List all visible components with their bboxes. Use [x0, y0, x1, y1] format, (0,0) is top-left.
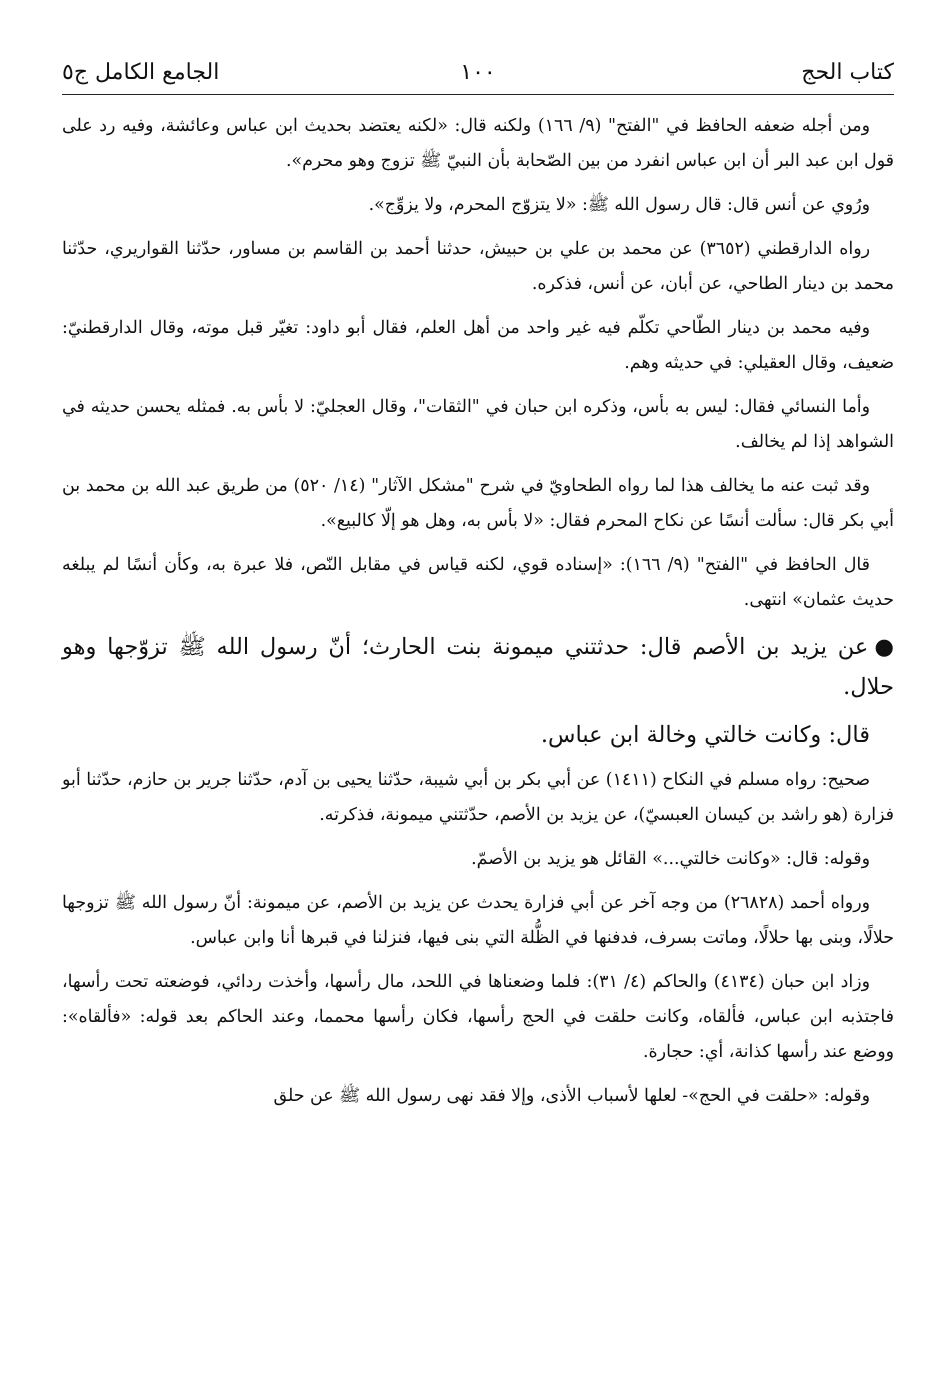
hadith-addition: قال: وكانت خالتي وخالة ابن عباس.: [540, 722, 870, 748]
book-title: كتاب الحج: [801, 60, 894, 85]
hadith-text: [62, 627, 894, 707]
paragraph: وقد ثبت عنه ما يخالف هذا لما رواه الطحاويّ في شرح "مشكل الآثار" (١٤/ ٥٢٠) من طريق عبد الله بن محمد بن أبي بكر قال: سألت أنسًا عن نكاح المحرم فقال: «لا بأس به، وهل هو إلّا كالبيع».: [62, 476, 894, 531]
commentary-paragraph: ورواه أحمد (٢٦٨٢٨) من وجه آخر عن أبي فزارة يحدث عن يزيد بن الأصم، عن ميمونة: أنّ رسول الله ﷺ تزوجها حلالًا، وبنى بها حلالًا، وماتت بسرف، فدفنها في الظُّلة التي بنى فيها، فنزلنا في قبرها أنا وابن عباس.: [62, 893, 894, 948]
paragraph: قال الحافظ في "الفتح" (٩/ ١٦٦): «إسناده قوي، لكنه قياس في مقابل النّص، فلا عبرة به، وكأن أنسًا لم يبلغه حديث عثمان» انتهى.: [62, 555, 894, 610]
paragraph: وأما النسائي فقال: ليس به بأس، وذكره ابن حبان في "الثقات"، وقال العجليّ: لا بأس به. فمثله يحسن حديثه في الشواهد إذا لم يخالف.: [62, 397, 894, 452]
paragraph: وفيه محمد بن دينار الطّاحي تكلّم فيه غير واحد من أهل العلم، فقال أبو داود: تغيّر قبل موته، وقال الدارقطنيّ: ضعيف، وقال العقيلي: في حديثه وهم.: [62, 318, 894, 373]
volume-title: الجامع الكامل ج٥: [62, 60, 220, 85]
commentary-paragraph: وقوله: «حلقت في الحج»- لعلها لأسباب الأذى، وإلا فقد نهى رسول الله ﷺ عن حلق: [273, 1086, 870, 1106]
page-header: [62, 52, 894, 95]
page-number: ١٠٠: [460, 60, 496, 85]
page-body: [62, 95, 894, 1114]
commentary-paragraph: وقوله: قال: «وكانت خالتي...» القائل هو يزيد بن الأصمّ.: [471, 849, 870, 869]
paragraph: ومن أجله ضعفه الحافظ في "الفتح" (٩/ ١٦٦) ولكنه قال: «لكنه يعتضد بحديث ابن عباس وعائشة، وفيه رد على قول ابن عبد البر أن ابن عباس انفرد من بين الصّحابة بأن النبيّ ﷺ تزوج وهو محرم».: [62, 116, 894, 171]
bullet-icon: ●: [874, 634, 894, 660]
paragraph: ورُوي عن أنس قال: قال رسول الله ﷺ: «لا يتزوّج المحرم، ولا يزوِّج».: [368, 195, 870, 215]
hadith-body: عن يزيد بن الأصم قال: حدثتني ميمونة بنت الحارث؛ أنّ رسول الله ﷺ تزوّجها وهو حلال.: [62, 634, 894, 700]
commentary-paragraph: صحيح: رواه مسلم في النكاح (١٤١١) عن أبي بكر بن أبي شيبة، حدّثنا يحيى بن آدم، حدّثنا جرير بن حازم، حدّثنا أبو فزارة (هو راشد بن كيسان العبسيّ)، عن يزيد بن الأصم، حدّثتني ميمونة، فذكرته.: [62, 770, 894, 825]
document-page: [62, 52, 894, 1352]
paragraph: رواه الدارقطني (٣٦٥٢) عن محمد بن علي بن حبيش، حدثنا أحمد بن القاسم بن مساور، حدّثنا القواريري، حدّثنا محمد بن دينار الطاحي، عن أبان، عن أنس، فذكره.: [62, 239, 894, 294]
commentary-paragraph: وزاد ابن حبان (٤١٣٤) والحاكم (٤/ ٣١): فلما وضعناها في اللحد، مال رأسها، وأخذت ردائي، فوضعته تحت رأسها، فاجتذبه ابن عباس، فألقاه، وكانت حلقت في الحج رأسها، فكان رأسها محمما، وعند الحاكم بعد قوله: «فألقاه»: ووضع عند رأسها كذانة، أي: حجارة.: [62, 972, 894, 1062]
